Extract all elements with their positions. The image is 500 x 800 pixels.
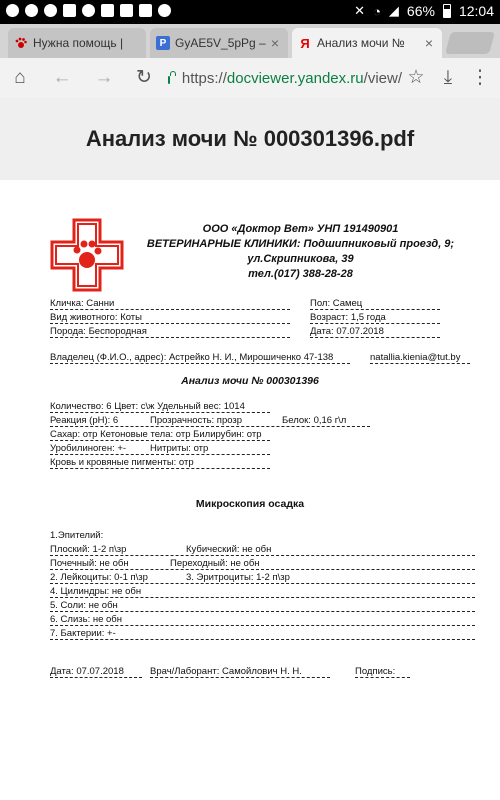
sex-field: Пол: Самец bbox=[310, 298, 440, 310]
clinic-logo bbox=[50, 218, 124, 292]
p-icon: P bbox=[156, 36, 170, 50]
media-icon bbox=[63, 4, 76, 17]
urobilinogen-line bbox=[50, 443, 270, 455]
close-icon[interactable]: × bbox=[424, 35, 434, 51]
clinic-line-3: ул.Скрипникова, 39 bbox=[247, 253, 354, 265]
analysis-title: Анализ мочи № 000301396 bbox=[181, 375, 319, 387]
paw-icon bbox=[14, 36, 28, 50]
viewer-header bbox=[0, 98, 500, 180]
microscopy-title: Микроскопия осадка bbox=[195, 498, 305, 510]
yandex-icon: Я bbox=[300, 35, 310, 51]
document-page bbox=[0, 180, 500, 800]
clinic-line-1: ООО «Доктор Вет» УНП 191490901 bbox=[202, 223, 399, 235]
sugar-line: Сахар: отр Кетоновые тела: отр Билирубин: отр bbox=[50, 429, 270, 441]
browser-toolbar bbox=[0, 58, 500, 98]
mute-icon: ✕ bbox=[354, 3, 366, 18]
url-path: /view/ bbox=[363, 69, 402, 87]
renal-epithelium: Почечный: не обн bbox=[50, 558, 129, 569]
owner-field: Владелец (Ф.И.О., адрес): Астрейко Н. И., Мирошиченко 47-138 bbox=[50, 352, 350, 364]
tab-strip bbox=[0, 24, 500, 58]
cells-line bbox=[50, 572, 475, 584]
forward-button[interactable]: → bbox=[94, 67, 114, 88]
close-icon[interactable]: × bbox=[270, 35, 280, 51]
tab-title: GyAE5V_5pPg – bbox=[175, 36, 266, 50]
pinterest-icon bbox=[44, 4, 57, 17]
notification-icons bbox=[6, 4, 171, 17]
nickname-field: Кличка: Санни bbox=[50, 298, 290, 310]
tab-title: Анализ мочи № bbox=[317, 36, 405, 50]
clinic-line-2: ВЕТЕРИНАРНЫЕ КЛИНИКИ: Подшипниковый проезд, 9; bbox=[146, 238, 455, 250]
pinterest-icon bbox=[25, 4, 38, 17]
more-dots-icon bbox=[158, 4, 171, 17]
back-button[interactable]: ← bbox=[52, 67, 72, 88]
flat-epithelium: Плоский: 1-2 п\зр bbox=[50, 544, 127, 555]
download-icon[interactable]: ⤓ bbox=[443, 67, 453, 88]
status-bar bbox=[0, 0, 500, 24]
vk-icon bbox=[6, 4, 19, 17]
salts-line: 5. Соли: не обн bbox=[50, 600, 475, 612]
home-button[interactable]: ⌂ bbox=[14, 67, 26, 88]
protein-value: Белок: 0,16 г\л bbox=[282, 415, 347, 426]
blood-line: Кровь и кровяные пигменты: отр bbox=[50, 457, 270, 469]
new-tab-button[interactable] bbox=[445, 32, 495, 54]
tab-3-active[interactable] bbox=[292, 28, 442, 58]
signal-icon: ◢ bbox=[388, 3, 399, 18]
instagram-icon bbox=[101, 4, 114, 17]
heart-icon bbox=[82, 4, 95, 17]
cylinders-line: 4. Цилиндры: не обн bbox=[50, 586, 475, 598]
battery-percent: 66% bbox=[406, 3, 435, 19]
reload-button[interactable]: ↻ bbox=[136, 67, 152, 88]
breed-field: Порода: Беспородная bbox=[50, 326, 290, 338]
lock-icon bbox=[168, 76, 170, 84]
url-text[interactable] bbox=[182, 70, 402, 87]
nitrite-value: Нитриты: отр bbox=[150, 443, 209, 454]
gallery-icon bbox=[139, 4, 152, 17]
epithelium-heading: 1.Эпителий: bbox=[50, 530, 104, 541]
clinic-line-4: тел.(017) 388-28-28 bbox=[248, 268, 353, 280]
reaction-line bbox=[50, 415, 370, 427]
tab-title: Нужна помощь | bbox=[33, 36, 124, 50]
footer-doctor: Врач/Лаборант: Самойлович Н. Н. bbox=[150, 666, 330, 678]
battery-icon bbox=[443, 4, 451, 18]
mucus-line: 6. Слизь: не обн bbox=[50, 614, 475, 626]
wifi-icon: ◔ bbox=[373, 3, 381, 19]
url-scheme: https:// bbox=[181, 69, 227, 87]
transitional-epithelium: Переходный: не обн bbox=[170, 558, 260, 569]
document-title: Анализ мочи № 000301396.pdf bbox=[85, 126, 415, 151]
tab-2[interactable] bbox=[150, 28, 288, 58]
menu-icon[interactable]: ⋮ bbox=[470, 67, 490, 88]
address-bar[interactable] bbox=[168, 66, 402, 90]
leukocytes: 2. Лейкоциты: 0-1 п\зр bbox=[50, 572, 148, 583]
epithelium-line-1 bbox=[50, 544, 475, 556]
url-host: docviewer.yandex.ru bbox=[226, 69, 364, 87]
star-icon[interactable]: ☆ bbox=[407, 67, 425, 88]
species-field: Вид животного: Коты bbox=[50, 312, 290, 324]
footer-date: Дата: 07.07.2018 bbox=[50, 666, 142, 678]
bacteria-line: 7. Бактерии: +- bbox=[50, 628, 475, 640]
erythrocytes: 3. Эритроциты: 1-2 п\зр bbox=[186, 572, 290, 583]
epithelium-line-2 bbox=[50, 558, 475, 570]
cubic-epithelium: Кубический: не обн bbox=[186, 544, 272, 555]
quantity-line: Количество: 6 Цвет: с\ж Удельный вес: 1014 bbox=[50, 401, 270, 413]
date-field: Дата: 07.07.2018 bbox=[310, 326, 440, 338]
footer-signature: Подпись: bbox=[355, 666, 410, 678]
reaction-value: Реакция (pH): 6 bbox=[50, 415, 119, 426]
urobilinogen-value: Уробилиноген: +- bbox=[50, 443, 127, 454]
clarity-value: Прозрачность: прозр bbox=[150, 415, 243, 426]
clinic-header bbox=[128, 222, 473, 282]
cloud-icon bbox=[120, 4, 133, 17]
age-field: Возраст: 1,5 года bbox=[310, 312, 440, 324]
email-field: natallia.kienia@tut.by bbox=[370, 352, 470, 364]
clock: 12:04 bbox=[458, 3, 494, 19]
tab-1[interactable] bbox=[8, 28, 146, 58]
